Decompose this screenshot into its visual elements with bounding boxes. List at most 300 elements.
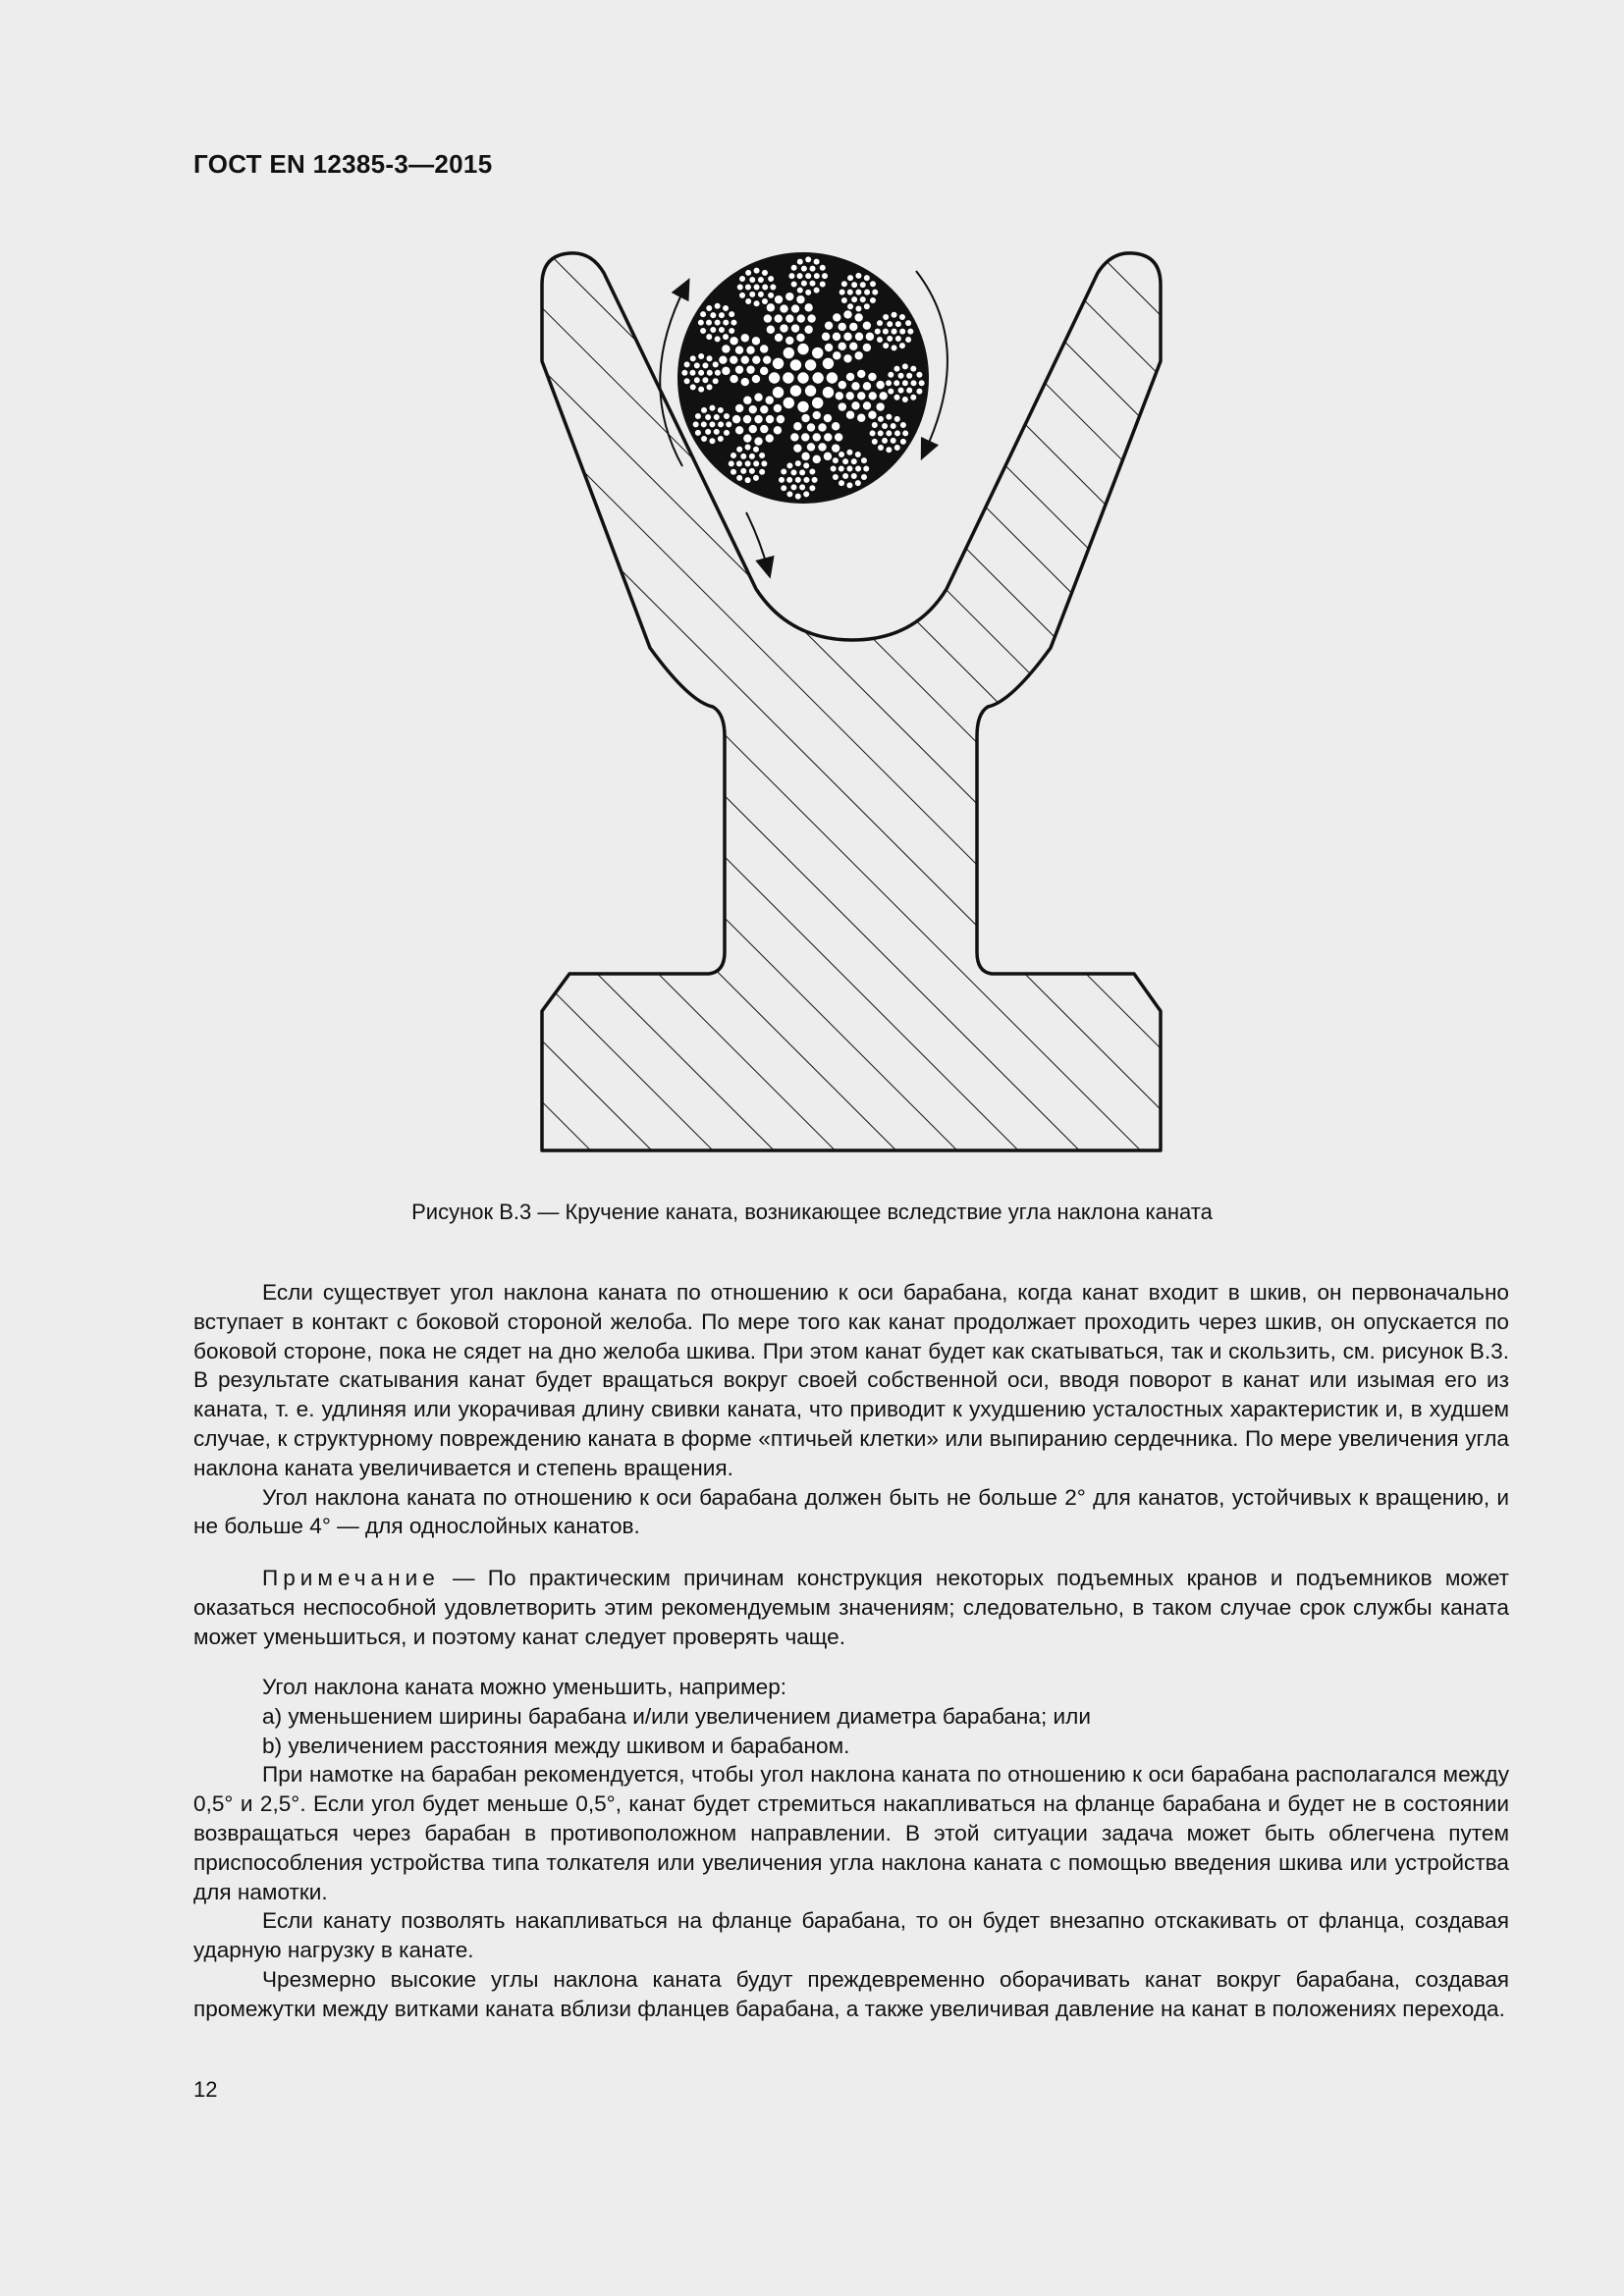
rope-wire <box>854 350 864 360</box>
rope-wire <box>749 276 756 283</box>
rope-wire <box>886 447 893 454</box>
rope-wire <box>730 336 739 346</box>
rope-wire <box>759 468 766 475</box>
rope-wire <box>812 372 825 385</box>
rope-wire <box>797 343 810 355</box>
rope-wire <box>736 284 743 291</box>
rope-wire <box>712 361 719 368</box>
rope-wire <box>838 480 844 487</box>
rope-wire <box>693 377 700 384</box>
rope-wire <box>868 372 878 382</box>
rope-wire <box>799 469 806 476</box>
rope-wire <box>813 273 820 280</box>
rope-wire <box>723 412 730 419</box>
rope-wire <box>706 304 713 311</box>
rope-wire <box>881 422 888 429</box>
rope-wire <box>754 414 764 424</box>
rope-wire <box>780 324 789 334</box>
rope-wire <box>868 410 878 420</box>
rope-wire <box>759 366 769 376</box>
rope-wire <box>736 446 743 453</box>
rope-wire <box>809 468 816 475</box>
rope-wire <box>818 443 828 453</box>
rope-wire <box>752 446 759 453</box>
rope-wire <box>768 275 775 282</box>
rope-wire <box>790 469 797 476</box>
rope-wire <box>869 296 876 303</box>
rope-wire <box>916 388 923 395</box>
rope-wire <box>796 294 806 304</box>
rope-wire <box>805 256 812 263</box>
rope-wire <box>886 413 893 420</box>
rope-wire <box>706 334 713 341</box>
rope-wire <box>736 474 743 481</box>
rope-wire <box>744 460 751 467</box>
rope-wire <box>723 429 730 436</box>
rope-wire <box>800 280 807 287</box>
rope-wire <box>706 384 713 391</box>
rope-wire <box>712 378 719 385</box>
rope-wire <box>692 421 699 428</box>
rope-wire <box>859 282 866 289</box>
rope-wire <box>891 311 897 318</box>
rope-wire <box>890 422 896 429</box>
rope-wire <box>751 374 761 384</box>
rope-wire <box>759 345 769 354</box>
rope-wire <box>796 314 806 324</box>
rope-wire <box>854 313 864 323</box>
rope-wire <box>874 328 881 335</box>
rope-wire <box>916 371 923 378</box>
rope-wire <box>838 465 844 472</box>
rope-wire <box>759 452 766 458</box>
rope-wire <box>785 292 794 301</box>
rope-wire <box>748 467 755 474</box>
rope-wire <box>713 428 720 435</box>
rope-wire <box>811 347 824 359</box>
rope-wire <box>888 388 894 395</box>
rope-wire <box>800 433 810 443</box>
list-item: a) уменьшением ширины барабана и/или увеличением диаметра барабана; или <box>262 1703 1091 1729</box>
rope-wire <box>845 392 855 401</box>
rope-wire <box>785 336 794 346</box>
rope-wire <box>689 355 696 362</box>
rope-wire <box>863 303 870 310</box>
rope-wire <box>754 437 764 447</box>
rope-wire <box>717 406 724 413</box>
rope-wire <box>838 322 847 332</box>
rope-wire <box>785 314 794 324</box>
rope-wire <box>752 474 759 481</box>
rope-wire <box>822 357 835 370</box>
rope-wire <box>823 452 833 461</box>
rope-wire <box>797 400 810 413</box>
paragraph: Чрезмерно высокие углы наклона каната будут преждевременно оборачивать канат вокруг барабана, создавая промежутки между витками каната вблизи фланцев барабана, а также увеличивая давление на канат в положениях перехода. <box>193 1966 1509 2021</box>
rope-wire <box>840 296 847 303</box>
rope-wire <box>794 493 801 500</box>
rope-wire <box>846 482 853 489</box>
rope-wire <box>743 396 753 405</box>
rope-wire <box>850 457 857 464</box>
rope-wire <box>891 328 897 335</box>
rope-wire <box>706 369 713 376</box>
rope-wire <box>768 292 775 298</box>
rope-wire <box>722 304 729 311</box>
rope-wire <box>753 267 760 274</box>
rope-wire <box>790 264 797 271</box>
rope-wire <box>823 413 833 423</box>
rope-wire <box>840 281 847 288</box>
rope-wire <box>876 336 883 343</box>
rope-wire <box>881 437 888 444</box>
rope-wire <box>826 372 839 385</box>
rope-wire <box>910 380 917 387</box>
paragraph: Если существует угол наклона каната по отношению к оси барабана, когда канат входит в шкив, он первоначально вступает в контакт с боковой стороной желоба. По мере того как канат продолжает проходить через шкив, он опускается по боковой стороне, пока не сядет на дно желоба шкива. При этом канат будет как скатываться, так и скользить, см. рисунок В.3. В результате скатывания канат будет вращаться вокруг своей собственной оси, вводя поворот в канат или изымая его из каната, т. е. удлиняя или укорачивая длину свивки каната, что приводит к ухудшению усталостных характеристик и, в худшем случае, к структурному повреждению каната в форме «птичьей клетки» или выпиранию сердечника. По мере увеличения угла наклона каната увеличивается и степень вращения. <box>193 1280 1509 1480</box>
rope-wire <box>846 303 853 310</box>
rope-wire <box>762 355 772 365</box>
rope-wire <box>746 346 756 355</box>
rope-wire <box>786 462 793 469</box>
rope-wire <box>734 365 744 375</box>
rope-wire <box>796 258 803 265</box>
rope-wire <box>906 372 913 379</box>
rope-wire <box>783 372 795 385</box>
rope-wire <box>897 372 904 379</box>
rope-wire <box>846 289 853 295</box>
rope-wire <box>718 311 725 318</box>
rope-wire <box>772 386 785 399</box>
rope-wire <box>796 333 806 343</box>
rope-wire <box>702 362 709 369</box>
rope-wire <box>789 385 802 398</box>
rope-wire <box>766 325 776 335</box>
rope-wire <box>748 453 755 459</box>
rope-wire <box>854 465 861 472</box>
rope-wire <box>757 276 764 283</box>
rope-wire <box>887 320 893 327</box>
rope-wire <box>876 380 886 390</box>
rope-wire <box>851 382 861 392</box>
rope-wire <box>898 313 905 320</box>
rope-wire <box>744 477 751 484</box>
rope-wire <box>846 274 853 281</box>
rope-wire <box>698 369 705 376</box>
rope-wire <box>788 273 795 280</box>
rope-wire <box>855 305 862 312</box>
rope-wire <box>822 386 835 399</box>
rope-wire <box>714 302 721 309</box>
rope-wire <box>759 404 769 414</box>
rope-wire <box>700 435 707 442</box>
rope-wire <box>906 387 913 394</box>
rope-wire <box>890 437 896 444</box>
rope-wire <box>821 273 828 280</box>
rope-wire <box>689 384 696 391</box>
rope-wire <box>748 424 758 434</box>
rope-wire <box>683 378 690 385</box>
rope-wire <box>731 414 741 424</box>
rope-wire <box>700 421 707 428</box>
rope-wire <box>797 372 810 385</box>
rope-wire <box>778 476 785 483</box>
rope-wire <box>869 281 876 288</box>
rope-wire <box>714 369 721 376</box>
rope-wire <box>805 273 812 280</box>
rope-wire <box>824 321 834 331</box>
rope-wire <box>759 424 769 434</box>
rope-wire <box>809 485 816 492</box>
rope-wire <box>709 421 716 428</box>
rope-wire <box>698 352 705 359</box>
rope-wire <box>876 320 883 327</box>
rope-wire <box>832 332 841 342</box>
rope-wire <box>842 457 849 464</box>
rope-wire <box>899 328 906 335</box>
rope-wire <box>713 413 720 420</box>
document-header: ГОСТ EN 12385-3—2015 <box>193 149 493 179</box>
rope-wire <box>811 397 824 409</box>
rope-wire <box>842 472 849 479</box>
rope-wire <box>761 460 768 467</box>
rope-wire <box>885 380 892 387</box>
rope-wire <box>770 284 777 291</box>
body-text-block-1 <box>193 1278 1509 1541</box>
rope-wire <box>714 319 721 326</box>
rope-wire <box>774 314 784 324</box>
rope-wire <box>729 311 735 318</box>
rope-wire <box>893 415 900 422</box>
rope-wire <box>846 465 853 472</box>
rope-wire <box>803 476 810 483</box>
rope-wire <box>854 332 864 342</box>
rope-wire <box>918 380 925 387</box>
rope-wire <box>796 287 803 294</box>
rope-wire <box>781 468 787 475</box>
rope-wire <box>794 459 801 466</box>
rope-wire <box>719 355 729 365</box>
rope-wire <box>698 386 705 393</box>
rope-wire <box>804 385 817 398</box>
rope-wire <box>790 304 800 314</box>
rope-wire <box>854 451 861 457</box>
note-block <box>193 1564 1509 1651</box>
rope-wire <box>753 300 760 307</box>
rope-wire <box>818 423 828 433</box>
rope-wire <box>780 304 789 314</box>
rope-wire <box>722 366 731 376</box>
rope-wire <box>705 413 712 420</box>
rope-wire <box>893 380 900 387</box>
rope-wire <box>735 460 742 467</box>
rope-wire <box>899 438 906 445</box>
rope-wire <box>877 444 884 451</box>
rope-wire <box>699 311 706 318</box>
rope-wire <box>894 335 901 342</box>
rope-wire <box>823 433 833 443</box>
rope-wire <box>883 343 890 349</box>
rope-wire <box>865 332 875 342</box>
rope-wire <box>734 426 744 436</box>
rope-wire <box>730 468 736 475</box>
rope-wire <box>730 374 739 384</box>
rope-wire <box>793 421 803 431</box>
rope-wire <box>710 311 717 318</box>
rope-wire <box>761 297 768 304</box>
rope-wire <box>709 438 716 445</box>
rope-wire <box>834 433 843 443</box>
rope-wire <box>882 328 889 335</box>
rope-wire <box>681 369 688 376</box>
rope-wire <box>793 444 803 454</box>
rope-wire <box>700 406 707 413</box>
rope-wire <box>860 473 867 480</box>
rolling-arrow <box>746 512 768 569</box>
rope-wire <box>812 410 822 420</box>
rope-wire <box>910 365 917 372</box>
rope-wire <box>809 280 816 287</box>
rope-wire <box>835 392 844 401</box>
rope-wire <box>694 412 701 419</box>
rope-wire <box>821 332 831 342</box>
rope-wire <box>809 265 816 272</box>
rope-wire <box>745 269 752 276</box>
rope-wire <box>856 392 866 401</box>
rope-wire <box>740 355 750 365</box>
rope-wire <box>744 444 751 451</box>
list-item: b) увеличением расстояния между шкивом и барабаном. <box>262 1733 850 1758</box>
note-text: — По практическим причинам конструкция некоторых подъемных кранов и подъемников может оказаться неспособной удовлетворить этим рекомендуемым значениям; следовательно, в таком случае срок службы каната может уменьшиться, и поэтому канат следует проверять чаще. <box>193 1566 1509 1649</box>
rope-wire <box>843 353 853 363</box>
rope-wire <box>850 472 857 479</box>
rope-wire <box>868 392 878 401</box>
rope-wire <box>845 372 855 382</box>
rope-wire <box>746 365 756 375</box>
paragraph: При намотке на барабан рекомендуется, чтобы угол наклона каната по отношению к оси барабана располагался между 0,5° и 2,5°. Если угол будет меньше 0,5°, канат будет стремиться накапливаться на фланце барабана и будет не в состоянии возвращаться через барабан в противоположном направлении. В этой ситуации задача может быть облегчена путем приспособления устройства типа толкателя или увеличения угла наклона каната с помощью введения шкива или устройства для намотки. <box>193 1762 1509 1904</box>
rope-wire <box>901 363 908 370</box>
rope-wire <box>697 319 704 326</box>
rope-wire <box>705 428 712 435</box>
rope-wire <box>886 430 893 437</box>
page-number: 12 <box>193 2077 218 2102</box>
rope-wire <box>812 454 822 464</box>
rope-wire <box>730 452 736 458</box>
rope-wire <box>796 273 803 280</box>
rope-wire <box>753 460 760 467</box>
rope-wire <box>762 284 769 291</box>
rope-wire <box>854 480 861 487</box>
rope-wire <box>751 336 761 346</box>
rope-wire <box>734 403 744 413</box>
rope-wire <box>804 359 817 372</box>
rope-wire <box>893 430 900 437</box>
rope-wire <box>897 387 904 394</box>
rope-wire <box>838 451 844 457</box>
rope-wire <box>869 430 876 437</box>
rope-wire <box>783 347 795 359</box>
rope-wire <box>709 404 716 411</box>
rope-wire <box>804 325 814 335</box>
rope-wire <box>877 430 884 437</box>
rope-wire <box>740 377 750 387</box>
rope-wire <box>856 369 866 379</box>
rope-wire <box>902 430 909 437</box>
rope-wire <box>848 322 858 332</box>
rope-wire <box>689 369 696 376</box>
rope-wire <box>863 465 870 472</box>
rope-wire <box>740 453 747 459</box>
rope-wire <box>722 345 731 354</box>
rope-wire <box>683 361 690 368</box>
rope-wire <box>806 423 816 433</box>
rope-wire <box>891 345 897 351</box>
rope-wire <box>772 357 785 370</box>
figure-caption: Рисунок В.3 — Кручение каната, возникающее вследствие угла наклона каната <box>411 1200 1213 1224</box>
rope-wire <box>742 414 752 424</box>
rope-wire <box>805 289 812 295</box>
rope-wire <box>887 335 893 342</box>
rope-wire <box>800 265 807 272</box>
rope-wire <box>790 324 800 334</box>
rope-wire <box>831 421 840 431</box>
rope-wire <box>804 303 814 313</box>
rope-wire <box>832 473 839 480</box>
rope-wire <box>807 314 817 324</box>
rope-wire <box>860 457 867 464</box>
rope-wire <box>740 467 747 474</box>
paragraph: Угол наклона каната можно уменьшить, например: <box>262 1675 787 1699</box>
rope-wire <box>722 334 729 341</box>
rope-wire <box>693 362 700 369</box>
rope-wire <box>905 320 912 327</box>
rope-wire <box>898 343 905 349</box>
body-text-block-2 <box>193 1673 1509 2024</box>
rope-wire <box>717 435 724 442</box>
rope-wire <box>862 382 872 392</box>
rope-wire <box>863 289 870 295</box>
rope-wire <box>743 434 753 444</box>
rope-wire <box>872 289 879 295</box>
rope-wire <box>899 421 906 428</box>
rope-wire <box>738 292 745 298</box>
paragraph: Угол наклона каната по отношению к оси барабана должен быть не больше 2° для канатов, устойчивых к вращению, и не больше 4° — для однослойных канатов. <box>193 1484 1509 1539</box>
rope-wire <box>790 281 797 288</box>
rope-wire <box>754 393 764 402</box>
rope-wire <box>851 296 858 303</box>
rope-wire <box>848 342 858 351</box>
rope-wire <box>910 394 917 400</box>
rope-wire <box>883 313 890 320</box>
rope-wire <box>761 269 768 276</box>
rope-wire <box>839 289 845 295</box>
rope-wire <box>765 414 775 424</box>
rope-wire <box>838 342 847 351</box>
rope-wire <box>846 449 853 455</box>
rope-wire <box>748 404 758 414</box>
rope-wire <box>832 313 841 323</box>
note-paragraph <box>193 1564 1509 1651</box>
rope-wire <box>773 426 783 436</box>
rope-wire <box>801 452 811 461</box>
rope-wire <box>740 333 750 343</box>
rope-wire <box>728 460 734 467</box>
rope-wire <box>774 333 784 343</box>
rope-wire <box>838 402 847 412</box>
rope-wire <box>763 314 773 324</box>
rope-wire <box>832 350 841 360</box>
rope-wire <box>757 291 764 297</box>
rope-wire <box>774 294 784 304</box>
rope-wire <box>718 326 725 333</box>
